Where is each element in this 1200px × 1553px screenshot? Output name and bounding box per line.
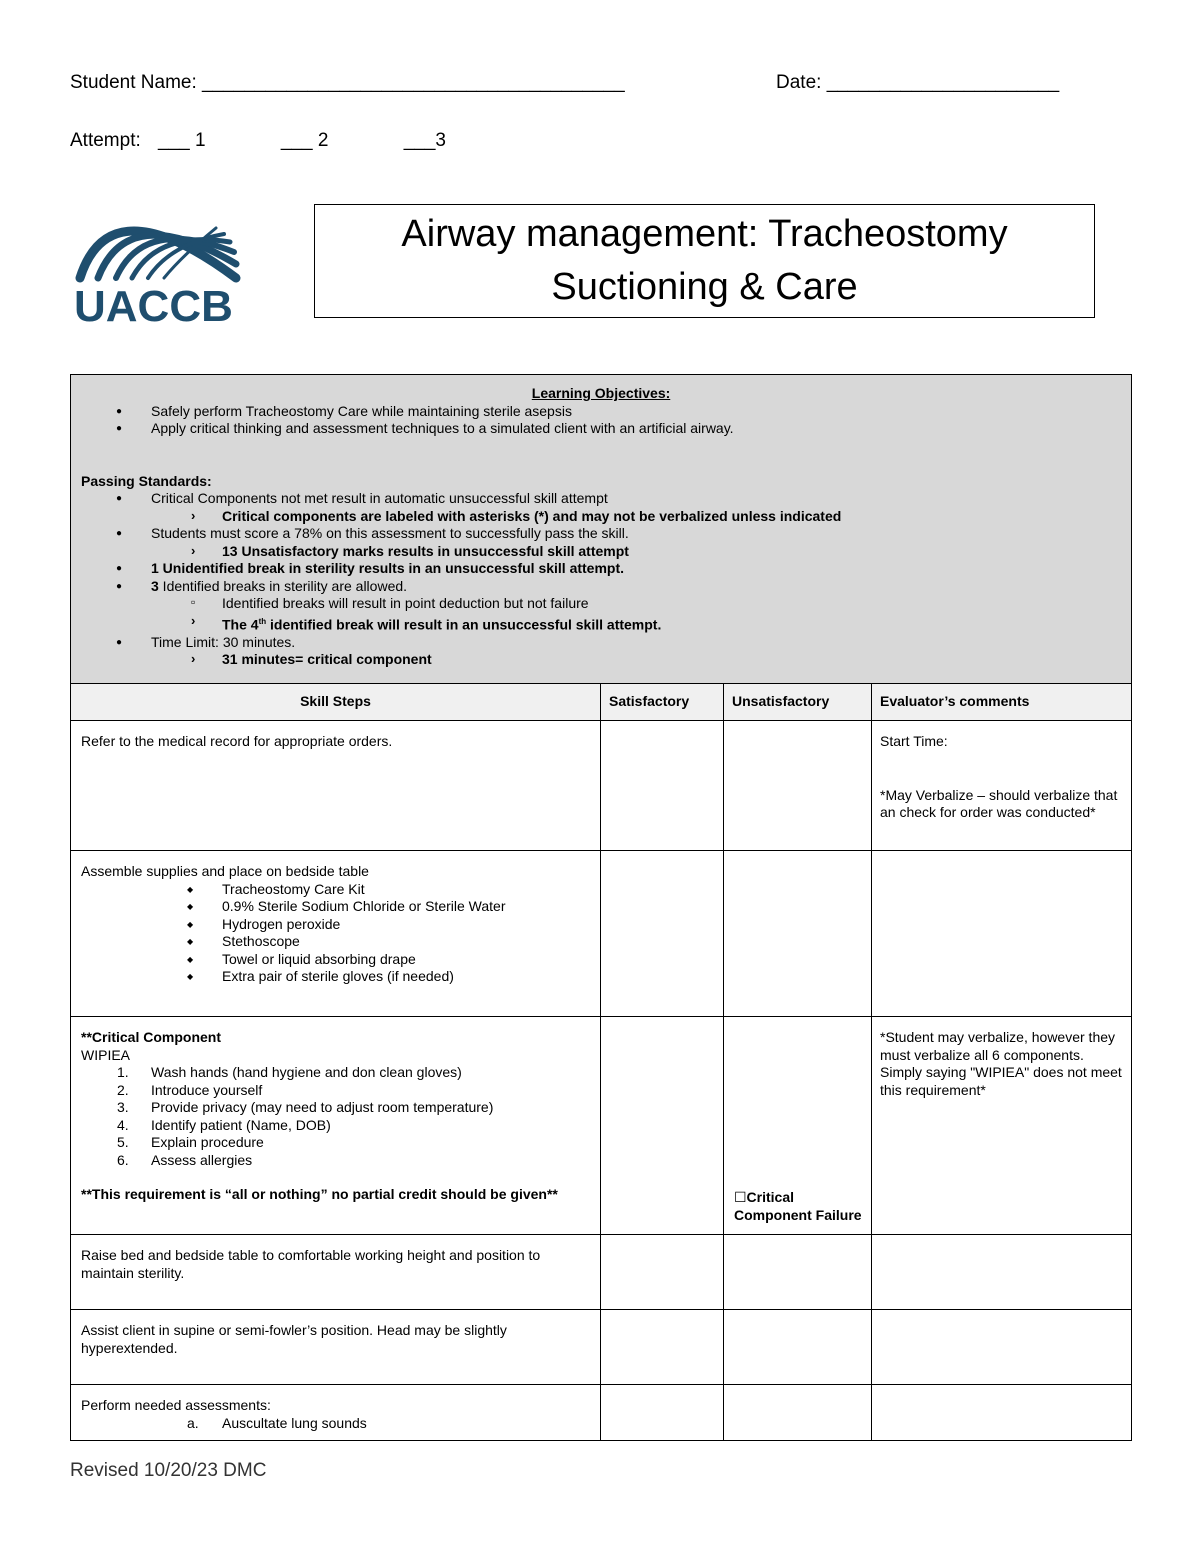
- passing-item: ● Time Limit: 30 minutes. › 31 minutes= critical component: [81, 634, 1121, 669]
- all-or-nothing-note: **This requirement is “all or nothing” no partial credit should be given**: [81, 1186, 558, 1202]
- revision-footer: Revised 10/20/23 DMC: [70, 1460, 267, 1481]
- table-row: [71, 1385, 1132, 1441]
- unsatisfactory-cell[interactable]: [724, 1310, 872, 1385]
- passing-subitem: › 31 minutes= critical component: [81, 651, 1121, 669]
- header-satisfactory: Satisfactory: [601, 684, 724, 721]
- student-name-field: Student Name: ________________________________________: [70, 72, 625, 93]
- passing-subitem: › 13 Unsatisfactory marks results in unsuccessful skill attempt: [81, 543, 1121, 561]
- arcs-logo-icon: [70, 186, 246, 286]
- satisfactory-cell[interactable]: [601, 851, 724, 1017]
- supply-item: ◆ Stethoscope: [81, 933, 590, 951]
- assessment-subitem: a. Auscultate lung sounds: [187, 1414, 367, 1431]
- unsatisfactory-cell[interactable]: [724, 1235, 872, 1310]
- header-evaluator-comments: Evaluator’s comments: [872, 684, 1132, 721]
- objectives-section: [71, 375, 1132, 684]
- wipiea-step: 5. Explain procedure: [117, 1134, 264, 1150]
- wipiea-acronym: WIPIEA: [81, 1046, 131, 1063]
- comment-cell: [872, 1310, 1132, 1385]
- wipiea-step: 6. Assess allergies: [117, 1151, 253, 1168]
- verbalize-note: *May Verbalize – should verbalize that an check for order was conducted*: [880, 786, 1118, 820]
- table-row: [71, 1235, 1132, 1310]
- attempt-option-1: ___ 1: [158, 130, 206, 151]
- objective-item: ● Safely perform Tracheostomy Care while maintaining sterile asepsis: [81, 403, 1121, 421]
- satisfactory-cell[interactable]: [601, 1017, 724, 1235]
- supply-item: ◆ Tracheostomy Care Kit: [81, 881, 590, 899]
- skill-step-cell: [71, 851, 601, 1017]
- supply-item: ◆ Extra pair of sterile gloves (if needed): [81, 968, 590, 986]
- page-title: [314, 204, 1095, 318]
- skill-step-cell: [71, 1385, 601, 1441]
- table-row: [71, 1017, 1132, 1235]
- unsatisfactory-cell[interactable]: [724, 1385, 872, 1441]
- start-time-label: Start Time:: [880, 733, 948, 749]
- wipiea-step: 1. Wash hands (hand hygiene and don clean gloves): [117, 1064, 462, 1080]
- attempt-option-2: ___ 2: [280, 130, 329, 151]
- title-line-2: Suctioning & Care: [551, 266, 858, 308]
- unsatisfactory-cell[interactable]: [724, 721, 872, 851]
- skill-step-cell: [71, 1017, 601, 1235]
- assessments-intro: Perform needed assessments:: [81, 1397, 271, 1413]
- passing-item: ● Critical Components not met result in automatic unsuccessful skill attempt › Critical components are labeled with asterisks (*) and may not be verbalized unless indicated: [81, 490, 1121, 525]
- header-skill-steps: Skill Steps: [71, 684, 601, 721]
- passing-subitem: › The 4th identified break will result in an unsuccessful skill attempt.: [81, 613, 1121, 634]
- critical-component-label: **Critical Component: [81, 1029, 222, 1045]
- header-unsatisfactory: Unsatisfactory: [724, 684, 872, 721]
- supply-item: ◆ Towel or liquid absorbing drape: [81, 951, 590, 969]
- attempt-label: Attempt:: [70, 130, 141, 151]
- comment-cell: *Student may verbalize, however they must verbalize all 6 components. Simply saying "WIPIEA" does not meet this requirement*: [872, 1017, 1132, 1235]
- wipiea-step: 2. Introduce yourself: [117, 1081, 263, 1098]
- passing-item: ● 3 Identified breaks in sterility are allowed. ▫ Identified breaks will result in point deduction but not failure › The 4th identified break will result in an unsuccessful skill attempt.: [81, 578, 1121, 634]
- title-line-1: Airway management: Tracheostomy: [401, 213, 1008, 255]
- supply-item: ◆ Hydrogen peroxide: [81, 916, 590, 934]
- passing-item: ● 1 Unidentified break in sterility results in an unsuccessful skill attempt.: [81, 560, 1121, 578]
- unsatisfactory-cell[interactable]: [724, 851, 872, 1017]
- table-row: [71, 721, 1132, 851]
- skill-step-cell: Refer to the medical record for appropriate orders.: [71, 721, 601, 851]
- satisfactory-cell[interactable]: [601, 1385, 724, 1441]
- skills-checklist-table: [70, 374, 1132, 1441]
- objective-item: ● Apply critical thinking and assessment techniques to a simulated client with an artificial airway.: [81, 420, 1121, 438]
- satisfactory-cell[interactable]: [601, 1310, 724, 1385]
- supplies-intro: Assemble supplies and place on bedside table: [81, 863, 369, 879]
- passing-item: ● Students must score a 78% on this assessment to successfully pass the skill. › 13 Unsatisfactory marks results in unsuccessful skill attempt: [81, 525, 1121, 560]
- passing-subitem: › Critical components are labeled with asterisks (*) and may not be verbalized unless indicated: [81, 508, 1121, 526]
- skill-step-cell: Raise bed and bedside table to comfortable working height and position to maintain sterility.: [71, 1235, 601, 1310]
- date-field: Date: ______________________: [776, 72, 1060, 93]
- attempt-field: [70, 130, 446, 152]
- comment-cell: [872, 721, 1132, 851]
- comment-cell: [872, 1385, 1132, 1441]
- table-row: [71, 1310, 1132, 1385]
- logo-wordmark: UACCB: [74, 282, 233, 331]
- satisfactory-cell[interactable]: [601, 1235, 724, 1310]
- objectives-heading: Learning Objectives:: [531, 385, 671, 401]
- passing-standards-heading: Passing Standards:: [81, 472, 212, 489]
- satisfactory-cell[interactable]: [601, 721, 724, 851]
- unsatisfactory-cell[interactable]: [724, 1017, 872, 1235]
- skill-step-cell: Assist client in supine or semi-fowler’s position. Head may be slightly hyperextended.: [71, 1310, 601, 1385]
- uaccb-logo: [70, 186, 246, 336]
- table-row: [71, 851, 1132, 1017]
- wipiea-step: 3. Provide privacy (may need to adjust room temperature): [117, 1099, 494, 1115]
- comment-cell: [872, 1235, 1132, 1310]
- wipiea-step: 4. Identify patient (Name, DOB): [117, 1116, 331, 1133]
- passing-subitem: ▫ Identified breaks will result in point deduction but not failure: [81, 595, 1121, 613]
- attempt-option-3: ___3: [403, 130, 446, 151]
- supply-item: ◆ 0.9% Sterile Sodium Chloride or Sterile Water: [81, 898, 590, 916]
- comment-cell: [872, 851, 1132, 1017]
- critical-failure-checkbox[interactable]: ☐Critical Component Failure: [734, 1189, 862, 1223]
